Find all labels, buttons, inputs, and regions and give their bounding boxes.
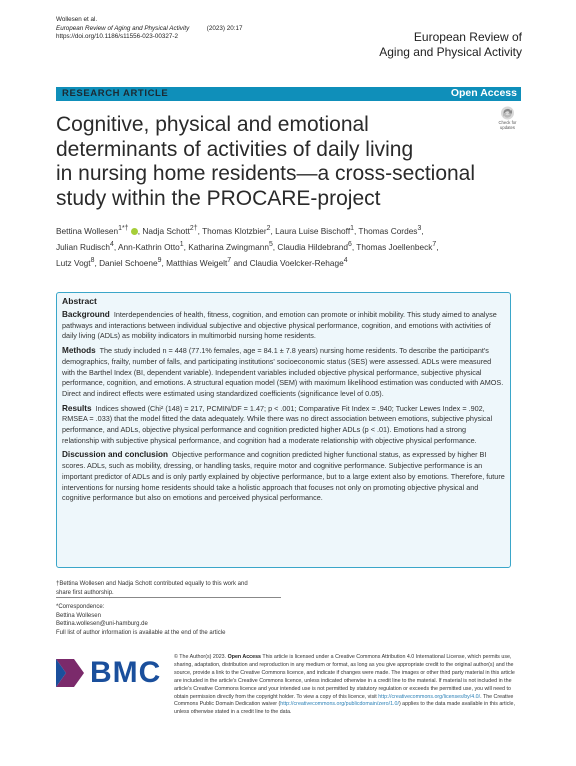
- footnote-divider: [56, 597, 281, 598]
- bmc-logo-text: BMC: [90, 656, 162, 689]
- header-journal: European Review of Aging and Physical Activity: [56, 24, 190, 32]
- open-access-label: Open Access: [450, 87, 517, 99]
- bmc-logo: [56, 655, 160, 691]
- header-doi[interactable]: https://doi.org/10.1186/s11556-023-00327-2: [56, 33, 178, 41]
- equal-contribution-note: †Bettina Wollesen and Nadja Schott contributed equally to this work and share first authorship.: [56, 581, 248, 596]
- abstract-discussion: Discussion and conclusion Objective performance and cognition predicted higher functional status, as expressed by higher BI scores. ADLs, such as mobility, dressing, or handling tasks, require motor and cognitive performance. Subjective performance is an important predictor of ADLs and is only partly explained by objective performance, but to a large extent also by emotions. Therefore, future interventions for nursing home residents should take a holistic approach that focuses not only on promoting objective physical and cognitive performance but also on emotions and perceived physical performance.: [62, 450, 505, 503]
- orcid-icon[interactable]: [131, 228, 138, 235]
- cc-zero-link[interactable]: http://creativecommons.org/publicdomain/zero/1.0/: [280, 701, 399, 708]
- correspondence-note: *Correspondence: Bettina Wollesen Bettina.wollesen@uni-hamburg.de Full list of author information is available at the end of the article: [56, 603, 296, 637]
- cc-by-link[interactable]: http://creativecommons.org/licenses/by/4.0/: [378, 693, 481, 700]
- header-volume: (2023) 20:17: [206, 24, 243, 32]
- abstract-heading: Abstract: [62, 296, 97, 306]
- header-authors: Wollesen et al.: [56, 16, 98, 23]
- running-header: [56, 16, 296, 42]
- abstract-background: Background Interdependencies of health, fitness, cognition, and emotion can promote or inhibit mobility. This study aimed to analyse pathways and interactions between individual subjective and objective physical performance, cognition, and emotions with activities of daily living (ADLs) as mobility indicators in multimorbid nursing home residents.: [62, 310, 497, 341]
- article-type-label: RESEARCH ARTICLE: [62, 88, 169, 99]
- license-text: © The Author(s) 2023. Open Access This article is licensed under a Creative Commons Attribution 4.0 International License, which permits use, sharing, adaptation, distribution and reproduction in any medium or format, as long as you give appropriate credit to the original author(s) and the source, provide a link to the Creative Commons licence, and indicate if changes were made. The images or other third party material in this article are included in the article's Creative Commons licence, unless indicated otherwise in a credit line to the material. If material is not included in the article's Creative Commons licence and your intended use is not permitted by statutory regulation or exceeds the permitted use, you will need to obtain permission directly from the copyright holder. To view a copy of this licence, visit http://creativecommons.org/licenses/by/4.0/. The Creative Commons Public Domain Dedication waiver (http://creativecommons.org/publicdomain/zero/1.0/) applies to the data made available in this article, unless otherwise stated in a credit line to the data.: [174, 654, 515, 716]
- check-for-updates-button[interactable]: Check for updates: [494, 106, 521, 133]
- abstract-methods: Methods The study included n = 448 (77.1% females, age = 84.1 ± 7.8 years) nursing home residents. To describe the participant's demographics, frailty, number of falls, and participating institutions' socioeconomic status (SES) were assessed. ADLs were measured with the Barthel Index (BI, dependent variable). Independent variables included objective physical performance, subjective physical performance, cognition, and emotions. A structural equation model (SEM) with maximum likelihood estimation was conducted with AMOS. Direct and indirect effects were estimated using standardized coefficients (significance level of 0.05).: [62, 346, 504, 398]
- abstract-results: Results Indices showed (Chi² (148) = 217, PCMIN/DF = 1.47; p < .001; Comparative Fit Index = .940; Tucker Lewes Index = .902, RMSEA = .033) that the model fitted the data adequately. While there was no direct association between emotions, subjective physical performance, and ADLs, objective physical performance and cognition predicted higher ADLs (p < .01). Emotions had a strong relationship with subjective physical performance, and cognition had a moderate relationship with objective physical performance.: [62, 403, 493, 445]
- check-updates-icon: [494, 106, 521, 121]
- article-title: Cognitive, physical and emotional determinants of activities of daily living in nursing home residents—a cross-sectional study within the PROCARE-project: [56, 113, 476, 210]
- correspondence-email[interactable]: Bettina.wollesen@uni-hamburg.de: [56, 621, 148, 628]
- abstract-box: [56, 292, 511, 568]
- journal-name: European Review of Aging and Physical Activity: [379, 30, 522, 59]
- article-type-banner: [56, 87, 521, 101]
- author-list: Bettina Wollesen$^{1*\dagger}$ , Nadja Schott$^{2\dagger}$, Thomas Klotzbier$^2$, Laura Luise Bischoff$^1$, Thomas Cordes$^3$, Julian Rudisch$^4$, Ann-Kathrin Otto$^1$, Katharina Zwingmann$^5$, Claudia Hildebrand$^6$, Thomas Joellenbeck$^7$, Lutz Vogt$^8$, Daniel Schoene$^9$, Matthias Weigelt$^7$ and Claudia Voelcker-Rehage$^4$: [56, 225, 439, 268]
